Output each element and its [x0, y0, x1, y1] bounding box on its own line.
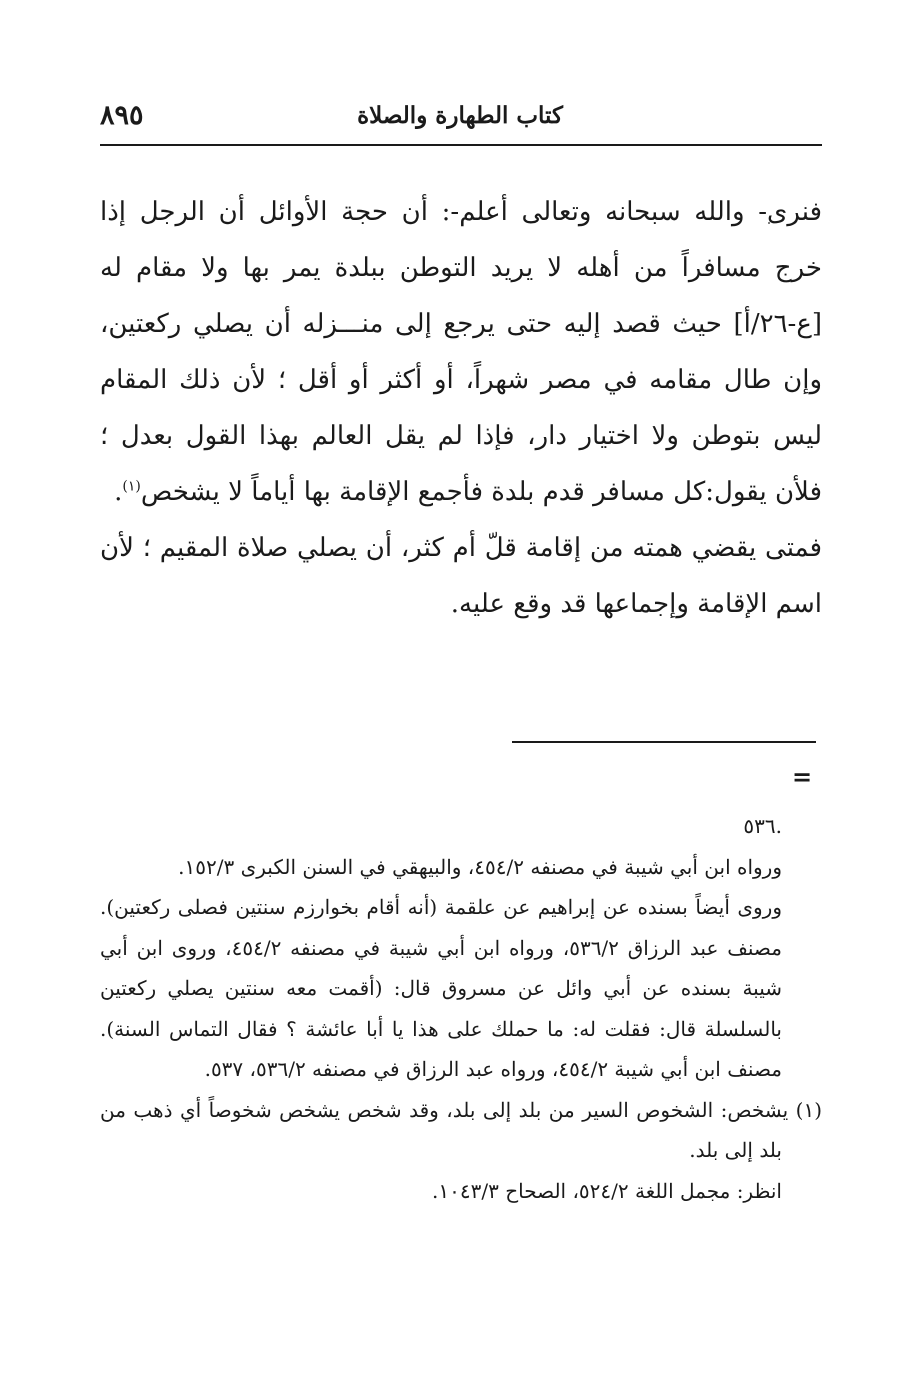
main-text: [100, 184, 822, 632]
running-title: كتاب الطهارة والصلاة: [357, 102, 563, 129]
continuation-mark: =: [792, 762, 813, 791]
main-paragraph-1: [100, 184, 822, 520]
footnote-1: (١) يشخص: الشخوص السير من بلد إلى بلد، وقد شخص يشخص شخوصاً أي ذهب من بلد إلى بلد.: [100, 1097, 822, 1162]
main-paragraph-1-text: فنرى- والله سبحانه وتعالى أعلم-: أن حجة الأوائل أن الرجل إذا خرج مسافراً من أهله لا يريد التوطن ببلدة يمر بها ولا مقام له [ع-٢٦/أ] حيث قصد إليه حتى يرجع إلى منـــزله أن يصلي ركعتين، وإن طال مقامه في مصر شهراً، أو أكثر أو أقل ؛ لأن ذلك المقام ليس بتوطن ولا اختيار دار، فإذا لم يقل العالم بهذا القول بعدل ؛ فلأن يقول:كل مسافر قدم بلدة فأجمع الإقامة بها أياماً لا يشخص: [100, 197, 822, 507]
footnotes: [100, 806, 822, 1211]
paragraph-end: .: [114, 477, 123, 507]
footnote-continuation-line: .٥٣٦: [743, 814, 782, 838]
main-paragraph-2: فمتى يقضي همته من إقامة قلّ أم كثر، أن يصلي صلاة المقيم ؛ لأن اسم الإقامة وإجماعها قد وقع عليه.: [100, 533, 822, 619]
page-number: ٨٩٥: [100, 100, 144, 131]
footnote-reference[interactable]: (١): [122, 478, 141, 495]
footnote-source-line: انظر: مجمل اللغة ٥٢٤/٢، الصحاح ١٠٤٣/٣.: [432, 1178, 782, 1203]
page-header: [100, 96, 822, 142]
footnote-separator: [512, 741, 816, 743]
header-rule: [100, 144, 822, 146]
footnote-line: وروى أيضاً بسنده عن إبراهيم عن علقمة (أنه أقام بخوارزم سنتين فصلى ركعتين). مصنف عبد الرزاق ٥٣٦/٢، ورواه ابن أبي شيبة في مصنفه ٤٥٤/٢، وروى ابن أبي شيبة بسنده عن أبي وائل عن مسروق قال: (أقمت معه سنتين يصلي ركعتين بالسلسلة قال: فقلت له: ما حملك على هذا يا أبا عائشة ؟ فقال التماس السنة). مصنف ابن أبي شيبة ٤٥٤/٢، ورواه عبد الرزاق في مصنفه ٥٣٦/٢، ٥٣٧.: [100, 895, 782, 1081]
footnote-line: ورواه ابن أبي شيبة في مصنفه ٤٥٤/٢، والبيهقي في السنن الكبرى ١٥٢/٣.: [178, 854, 782, 879]
